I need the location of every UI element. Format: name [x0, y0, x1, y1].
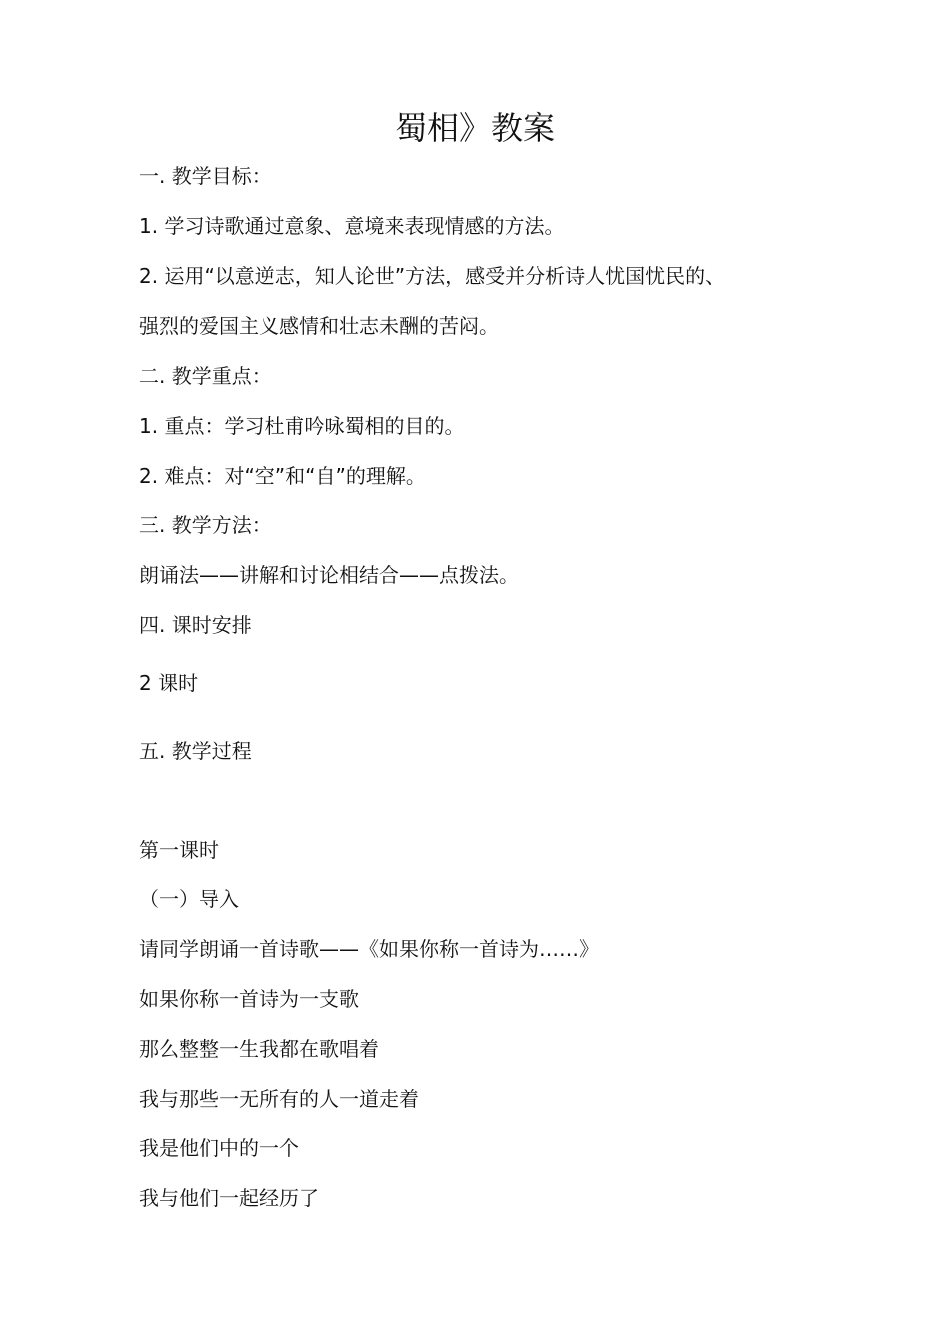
process-heading: 五. 教学过程 [139, 739, 252, 763]
poem-line-4: 我是他们中的一个 [139, 1136, 299, 1160]
poem-line-2: 那么整整一生我都在歌唱着 [139, 1037, 379, 1061]
poem-line-5: 我与他们一起经历了 [139, 1186, 319, 1210]
schedule-text: 2 课时 [139, 671, 199, 695]
key-point-item-1: 1. 重点：学习杜甫吟咏蜀相的目的。 [139, 414, 465, 438]
poem-line-1: 如果你称一首诗为一支歌 [139, 987, 359, 1011]
objective-item-1: 1. 学习诗歌通过意象、意境来表现情感的方法。 [139, 214, 565, 238]
methods-text: 朗诵法——讲解和讨论相结合——点拨法。 [139, 563, 519, 587]
introduction-heading: （一）导入 [139, 887, 239, 911]
lesson-one-heading: 第一课时 [139, 838, 219, 862]
objective-item-2: 2. 运用“以意逆志，知人论世”方法，感受并分析诗人忧国忧民的、 [139, 264, 726, 288]
objectives-heading: 一. 教学目标： [139, 164, 272, 188]
key-point-item-2: 2. 难点：对“空”和“自”的理解。 [139, 464, 426, 488]
page-title: 蜀相》教案 [394, 109, 555, 147]
objective-item-2-continued: 强烈的爱国主义感情和壮志未酬的苦闷。 [139, 314, 499, 338]
schedule-heading: 四. 课时安排 [139, 613, 252, 637]
recitation-prompt: 请同学朗诵一首诗歌——《如果你称一首诗为……》 [139, 937, 599, 961]
poem-line-3: 我与那些一无所有的人一道走着 [139, 1087, 419, 1111]
key-points-heading: 二. 教学重点： [139, 364, 272, 388]
methods-heading: 三. 教学方法： [139, 513, 272, 537]
